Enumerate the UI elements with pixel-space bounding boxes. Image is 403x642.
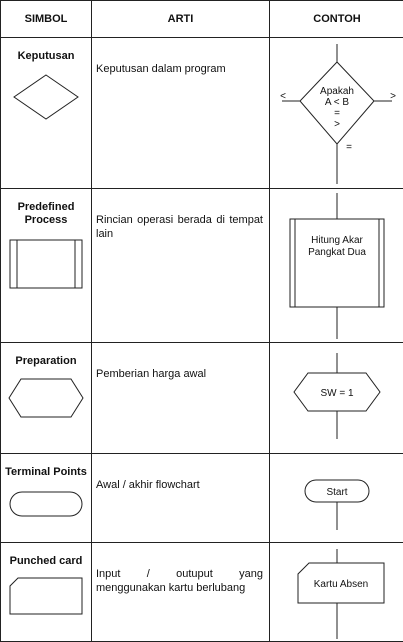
table-row-keputusan <box>1 38 403 189</box>
symbol-name: Preparation <box>1 355 91 368</box>
meaning-cell <box>92 454 270 543</box>
process-line-2: Pangkat Dua <box>308 247 366 258</box>
example-cell <box>270 454 403 543</box>
punched-card-icon <box>1 568 91 628</box>
symbol-name: Predefined Process <box>1 201 91 227</box>
meaning-text: Awal / akhir flowchart <box>92 454 269 492</box>
symbol-cell <box>1 543 92 642</box>
punched-card-text: Kartu Absen <box>314 579 368 590</box>
header-simbol: SIMBOL <box>1 1 92 38</box>
header-contoh: CONTOH <box>270 1 403 38</box>
symbol-name: Keputusan <box>1 50 91 63</box>
table-row-predefined-process <box>1 189 403 343</box>
terminal-text: Start <box>326 487 347 498</box>
table-row-preparation <box>1 343 403 454</box>
decision-line-2: A < B <box>325 97 350 108</box>
decision-example-diagram <box>270 38 403 188</box>
table-header-row <box>1 1 403 38</box>
meaning-cell <box>92 543 270 642</box>
example-cell <box>270 343 403 454</box>
process-line-1: Hitung Akar <box>311 235 363 246</box>
decision-line-3: = <box>334 108 340 119</box>
terminal-example-diagram <box>270 454 403 542</box>
meaning-text: Pemberian harga awal <box>92 343 269 381</box>
table-row-terminal-points <box>1 454 403 543</box>
decision-right-label: > <box>390 91 396 102</box>
meaning-text: Rincian operasi berada di tempat lain <box>92 189 269 241</box>
decision-line-4: > <box>334 119 340 130</box>
meaning-cell <box>92 189 270 343</box>
symbol-cell <box>1 343 92 454</box>
symbol-cell <box>1 189 92 343</box>
table-row-punched-card <box>1 543 403 642</box>
predefined-process-icon <box>1 227 91 297</box>
decision-diamond-icon <box>1 63 91 123</box>
example-cell <box>270 189 403 343</box>
decision-bottom-label: = <box>346 142 352 153</box>
meaning-text: Keputusan dalam program <box>92 38 269 76</box>
decision-left-label: < <box>280 91 286 102</box>
meaning-cell <box>92 38 270 189</box>
meaning-cell <box>92 343 270 454</box>
meaning-text: Input / outuput yang menggunakan kartu berlubang <box>92 543 269 595</box>
decision-line-1: Apakah <box>320 86 354 97</box>
predefined-process-example-diagram <box>270 189 403 342</box>
example-cell <box>270 543 403 642</box>
symbol-name: Punched card <box>1 555 91 568</box>
example-cell <box>270 38 403 189</box>
header-arti: ARTI <box>92 1 270 38</box>
preparation-text: SW = 1 <box>320 388 354 399</box>
preparation-example-diagram <box>270 343 403 453</box>
punched-card-example-diagram <box>270 543 403 641</box>
terminal-rounded-icon <box>1 479 91 519</box>
symbol-name: Terminal Points <box>1 466 91 479</box>
symbol-cell <box>1 38 92 189</box>
symbol-cell <box>1 454 92 543</box>
preparation-hexagon-icon <box>1 368 91 428</box>
